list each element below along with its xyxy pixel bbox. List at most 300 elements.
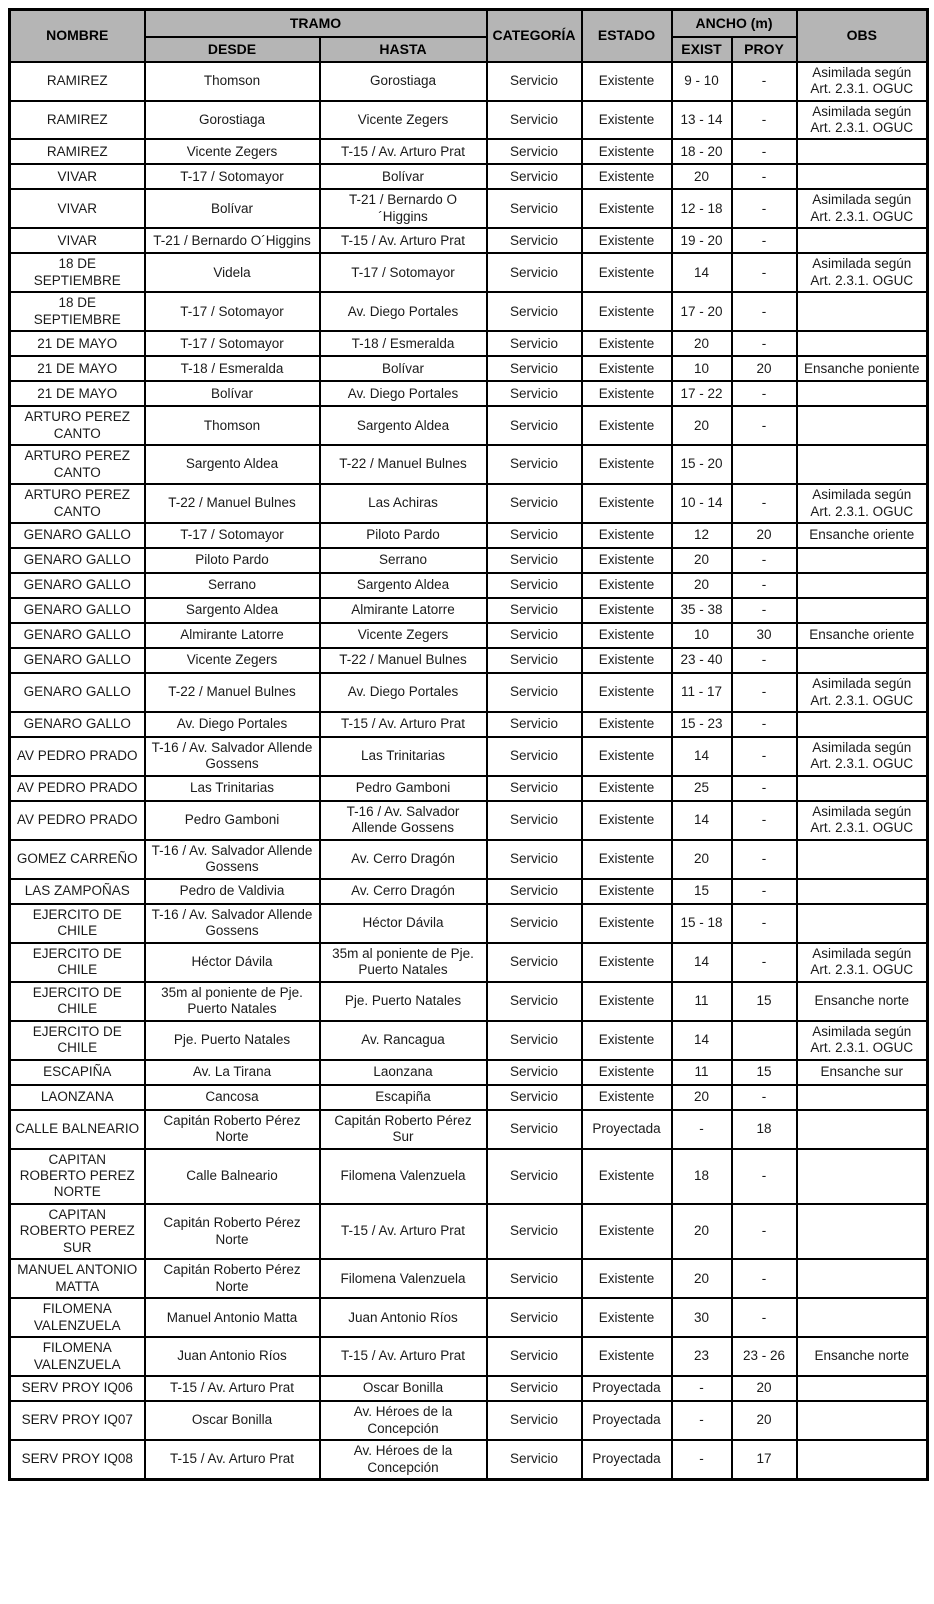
cell-exist: 20 bbox=[672, 840, 732, 879]
cell-categoria: Servicio bbox=[487, 1401, 582, 1440]
cell-nombre: CAPITAN ROBERTO PEREZ SUR bbox=[10, 1204, 145, 1259]
cell-nombre: 21 DE MAYO bbox=[10, 381, 145, 406]
cell-desde: Vicente Zegers bbox=[145, 139, 320, 164]
cell-categoria: Servicio bbox=[487, 1259, 582, 1298]
table-row bbox=[10, 943, 928, 982]
table-row bbox=[10, 801, 928, 840]
cell-obs bbox=[797, 406, 928, 445]
cell-desde: T-16 / Av. Salvador Allende Gossens bbox=[145, 904, 320, 943]
cell-nombre: CALLE BALNEARIO bbox=[10, 1110, 145, 1149]
cell-hasta: Av. Cerro Dragón bbox=[320, 840, 487, 879]
cell-hasta: Bolívar bbox=[320, 356, 487, 381]
cell-proy: - bbox=[732, 164, 797, 189]
cell-nombre: RAMIREZ bbox=[10, 101, 145, 140]
cell-estado: Existente bbox=[582, 1337, 672, 1376]
cell-categoria: Servicio bbox=[487, 712, 582, 737]
table-row bbox=[10, 445, 928, 484]
cell-nombre: AV PEDRO PRADO bbox=[10, 776, 145, 801]
cell-proy: - bbox=[732, 381, 797, 406]
cell-nombre: LAONZANA bbox=[10, 1085, 145, 1110]
cell-obs: Asimilada según Art. 2.3.1. OGUC bbox=[797, 673, 928, 712]
cell-desde: Oscar Bonilla bbox=[145, 1401, 320, 1440]
cell-exist: 11 bbox=[672, 982, 732, 1021]
table-row bbox=[10, 406, 928, 445]
cell-exist: 18 - 20 bbox=[672, 139, 732, 164]
cell-nombre: AV PEDRO PRADO bbox=[10, 801, 145, 840]
table-row bbox=[10, 548, 928, 573]
cell-desde: Sargento Aldea bbox=[145, 445, 320, 484]
cell-nombre: ARTURO PEREZ CANTO bbox=[10, 406, 145, 445]
cell-exist: 13 - 14 bbox=[672, 101, 732, 140]
cell-categoria: Servicio bbox=[487, 228, 582, 253]
table-row bbox=[10, 1440, 928, 1479]
cell-exist: 30 bbox=[672, 1298, 732, 1337]
table-row bbox=[10, 573, 928, 598]
cell-desde: Calle Balneario bbox=[145, 1149, 320, 1204]
cell-categoria: Servicio bbox=[487, 1298, 582, 1337]
header-estado: ESTADO bbox=[582, 10, 672, 62]
header-tramo: TRAMO bbox=[145, 10, 487, 37]
cell-nombre: VIVAR bbox=[10, 228, 145, 253]
cell-desde: T-17 / Sotomayor bbox=[145, 292, 320, 331]
cell-nombre: ESCAPIÑA bbox=[10, 1060, 145, 1085]
cell-hasta: T-17 / Sotomayor bbox=[320, 253, 487, 292]
cell-proy: 30 bbox=[732, 623, 797, 648]
header-obs: OBS bbox=[797, 10, 928, 62]
cell-proy: - bbox=[732, 139, 797, 164]
cell-exist: 10 bbox=[672, 623, 732, 648]
cell-hasta: Gorostiaga bbox=[320, 62, 487, 101]
cell-hasta: Filomena Valenzuela bbox=[320, 1149, 487, 1204]
table-row bbox=[10, 737, 928, 776]
cell-proy: - bbox=[732, 801, 797, 840]
cell-desde: T-15 / Av. Arturo Prat bbox=[145, 1440, 320, 1479]
cell-desde: Sargento Aldea bbox=[145, 598, 320, 623]
cell-proy: - bbox=[732, 673, 797, 712]
cell-exist: 10 - 14 bbox=[672, 484, 732, 523]
cell-obs bbox=[797, 164, 928, 189]
cell-exist: 23 bbox=[672, 1337, 732, 1376]
cell-obs bbox=[797, 331, 928, 356]
cell-hasta: Pedro Gamboni bbox=[320, 776, 487, 801]
cell-estado: Existente bbox=[582, 228, 672, 253]
table-row bbox=[10, 982, 928, 1021]
cell-desde: T-21 / Bernardo O´Higgins bbox=[145, 228, 320, 253]
cell-obs bbox=[797, 712, 928, 737]
cell-exist: 12 bbox=[672, 523, 732, 548]
cell-estado: Existente bbox=[582, 712, 672, 737]
cell-nombre: ARTURO PEREZ CANTO bbox=[10, 484, 145, 523]
cell-nombre: ARTURO PEREZ CANTO bbox=[10, 445, 145, 484]
cell-hasta: Las Achiras bbox=[320, 484, 487, 523]
cell-nombre: 18 DE SEPTIEMBRE bbox=[10, 253, 145, 292]
cell-obs bbox=[797, 139, 928, 164]
cell-proy: - bbox=[732, 1259, 797, 1298]
cell-proy: - bbox=[732, 1298, 797, 1337]
table-row bbox=[10, 1401, 928, 1440]
cell-proy: - bbox=[732, 189, 797, 228]
cell-exist: 9 - 10 bbox=[672, 62, 732, 101]
cell-exist: 35 - 38 bbox=[672, 598, 732, 623]
cell-exist: 23 - 40 bbox=[672, 648, 732, 673]
cell-obs: Asimilada según Art. 2.3.1. OGUC bbox=[797, 101, 928, 140]
cell-categoria: Servicio bbox=[487, 879, 582, 904]
cell-categoria: Servicio bbox=[487, 840, 582, 879]
cell-estado: Existente bbox=[582, 943, 672, 982]
cell-proy: 20 bbox=[732, 523, 797, 548]
cell-desde: Héctor Dávila bbox=[145, 943, 320, 982]
cell-hasta: T-15 / Av. Arturo Prat bbox=[320, 228, 487, 253]
cell-hasta: T-15 / Av. Arturo Prat bbox=[320, 712, 487, 737]
cell-estado: Existente bbox=[582, 548, 672, 573]
cell-proy: - bbox=[732, 840, 797, 879]
cell-categoria: Servicio bbox=[487, 737, 582, 776]
cell-exist: 17 - 22 bbox=[672, 381, 732, 406]
table-row bbox=[10, 331, 928, 356]
cell-nombre: GENARO GALLO bbox=[10, 598, 145, 623]
cell-nombre: GENARO GALLO bbox=[10, 523, 145, 548]
cell-hasta: Juan Antonio Ríos bbox=[320, 1298, 487, 1337]
cell-hasta: T-21 / Bernardo O´Higgins bbox=[320, 189, 487, 228]
cell-exist: 25 bbox=[672, 776, 732, 801]
table-row bbox=[10, 484, 928, 523]
cell-categoria: Servicio bbox=[487, 623, 582, 648]
header-proy: PROY bbox=[732, 37, 797, 62]
cell-hasta: T-15 / Av. Arturo Prat bbox=[320, 1204, 487, 1259]
cell-estado: Existente bbox=[582, 1259, 672, 1298]
cell-hasta: Héctor Dávila bbox=[320, 904, 487, 943]
cell-categoria: Servicio bbox=[487, 62, 582, 101]
cell-categoria: Servicio bbox=[487, 943, 582, 982]
cell-proy: - bbox=[732, 406, 797, 445]
cell-proy: 20 bbox=[732, 1401, 797, 1440]
cell-obs: Ensanche norte bbox=[797, 1337, 928, 1376]
cell-nombre: AV PEDRO PRADO bbox=[10, 737, 145, 776]
table-row bbox=[10, 1060, 928, 1085]
cell-exist: 18 bbox=[672, 1149, 732, 1204]
cell-obs bbox=[797, 1440, 928, 1479]
cell-desde: T-15 / Av. Arturo Prat bbox=[145, 1376, 320, 1401]
cell-categoria: Servicio bbox=[487, 573, 582, 598]
cell-nombre: GOMEZ CARREÑO bbox=[10, 840, 145, 879]
cell-desde: 35m al poniente de Pje. Puerto Natales bbox=[145, 982, 320, 1021]
cell-estado: Existente bbox=[582, 982, 672, 1021]
cell-exist: 15 - 18 bbox=[672, 904, 732, 943]
cell-obs: Ensanche oriente bbox=[797, 623, 928, 648]
cell-nombre: 21 DE MAYO bbox=[10, 331, 145, 356]
cell-desde: T-17 / Sotomayor bbox=[145, 164, 320, 189]
table-row bbox=[10, 1149, 928, 1204]
header-categoria: CATEGORÍA bbox=[487, 10, 582, 62]
cell-estado: Proyectada bbox=[582, 1401, 672, 1440]
cell-hasta: Av. Diego Portales bbox=[320, 292, 487, 331]
cell-nombre: GENARO GALLO bbox=[10, 712, 145, 737]
cell-exist: 20 bbox=[672, 164, 732, 189]
cell-categoria: Servicio bbox=[487, 1337, 582, 1376]
cell-nombre: SERV PROY IQ06 bbox=[10, 1376, 145, 1401]
header-exist: EXIST bbox=[672, 37, 732, 62]
cell-estado: Existente bbox=[582, 673, 672, 712]
cell-estado: Existente bbox=[582, 1085, 672, 1110]
table-row bbox=[10, 598, 928, 623]
cell-desde: Pje. Puerto Natales bbox=[145, 1021, 320, 1060]
cell-categoria: Servicio bbox=[487, 982, 582, 1021]
roadway-table bbox=[8, 8, 929, 1481]
cell-categoria: Servicio bbox=[487, 1376, 582, 1401]
cell-hasta: Filomena Valenzuela bbox=[320, 1259, 487, 1298]
cell-exist: 11 bbox=[672, 1060, 732, 1085]
table-row bbox=[10, 523, 928, 548]
cell-desde: Bolívar bbox=[145, 189, 320, 228]
table-row bbox=[10, 228, 928, 253]
cell-estado: Existente bbox=[582, 331, 672, 356]
cell-estado: Existente bbox=[582, 801, 672, 840]
table-row bbox=[10, 673, 928, 712]
cell-hasta: Av. Cerro Dragón bbox=[320, 879, 487, 904]
table-row bbox=[10, 1337, 928, 1376]
cell-proy: - bbox=[732, 253, 797, 292]
cell-nombre: RAMIREZ bbox=[10, 62, 145, 101]
table-row bbox=[10, 1085, 928, 1110]
cell-nombre: SERV PROY IQ08 bbox=[10, 1440, 145, 1479]
cell-obs bbox=[797, 1149, 928, 1204]
cell-nombre: GENARO GALLO bbox=[10, 573, 145, 598]
cell-proy: - bbox=[732, 904, 797, 943]
cell-proy: - bbox=[732, 292, 797, 331]
cell-proy bbox=[732, 1021, 797, 1060]
cell-categoria: Servicio bbox=[487, 1204, 582, 1259]
cell-obs bbox=[797, 1376, 928, 1401]
cell-hasta: Pje. Puerto Natales bbox=[320, 982, 487, 1021]
cell-exist: 14 bbox=[672, 1021, 732, 1060]
header-desde: DESDE bbox=[145, 37, 320, 62]
cell-desde: Thomson bbox=[145, 406, 320, 445]
cell-estado: Existente bbox=[582, 139, 672, 164]
table-row bbox=[10, 904, 928, 943]
cell-estado: Existente bbox=[582, 189, 672, 228]
cell-obs bbox=[797, 228, 928, 253]
cell-categoria: Servicio bbox=[487, 445, 582, 484]
table-row bbox=[10, 1376, 928, 1401]
cell-proy: - bbox=[732, 1149, 797, 1204]
cell-hasta: Av. Diego Portales bbox=[320, 673, 487, 712]
cell-obs bbox=[797, 1204, 928, 1259]
cell-obs bbox=[797, 1259, 928, 1298]
cell-categoria: Servicio bbox=[487, 164, 582, 189]
cell-obs: Asimilada según Art. 2.3.1. OGUC bbox=[797, 189, 928, 228]
cell-nombre: MANUEL ANTONIO MATTA bbox=[10, 1259, 145, 1298]
cell-exist: - bbox=[672, 1110, 732, 1149]
cell-obs: Asimilada según Art. 2.3.1. OGUC bbox=[797, 737, 928, 776]
cell-exist: 20 bbox=[672, 1259, 732, 1298]
cell-categoria: Servicio bbox=[487, 292, 582, 331]
cell-nombre: EJERCITO DE CHILE bbox=[10, 904, 145, 943]
cell-nombre: RAMIREZ bbox=[10, 139, 145, 164]
table-row bbox=[10, 356, 928, 381]
cell-categoria: Servicio bbox=[487, 648, 582, 673]
cell-nombre: 18 DE SEPTIEMBRE bbox=[10, 292, 145, 331]
cell-obs bbox=[797, 879, 928, 904]
cell-estado: Existente bbox=[582, 381, 672, 406]
cell-proy: - bbox=[732, 228, 797, 253]
cell-hasta: Oscar Bonilla bbox=[320, 1376, 487, 1401]
cell-desde: Av. Diego Portales bbox=[145, 712, 320, 737]
cell-estado: Existente bbox=[582, 840, 672, 879]
cell-desde: T-16 / Av. Salvador Allende Gossens bbox=[145, 737, 320, 776]
cell-estado: Proyectada bbox=[582, 1110, 672, 1149]
table-row bbox=[10, 292, 928, 331]
cell-exist: 14 bbox=[672, 253, 732, 292]
cell-estado: Existente bbox=[582, 292, 672, 331]
cell-obs: Asimilada según Art. 2.3.1. OGUC bbox=[797, 801, 928, 840]
cell-nombre: GENARO GALLO bbox=[10, 548, 145, 573]
cell-nombre: VIVAR bbox=[10, 189, 145, 228]
cell-proy bbox=[732, 445, 797, 484]
cell-nombre: FILOMENA VALENZUELA bbox=[10, 1298, 145, 1337]
cell-desde: Capitán Roberto Pérez Norte bbox=[145, 1110, 320, 1149]
cell-proy: - bbox=[732, 712, 797, 737]
cell-exist: 20 bbox=[672, 331, 732, 356]
cell-categoria: Servicio bbox=[487, 484, 582, 523]
table-row bbox=[10, 101, 928, 140]
table-row bbox=[10, 879, 928, 904]
cell-estado: Existente bbox=[582, 1021, 672, 1060]
table-row bbox=[10, 1021, 928, 1060]
cell-hasta: Av. Diego Portales bbox=[320, 381, 487, 406]
table-row bbox=[10, 712, 928, 737]
cell-categoria: Servicio bbox=[487, 189, 582, 228]
cell-desde: Juan Antonio Ríos bbox=[145, 1337, 320, 1376]
cell-obs: Asimilada según Art. 2.3.1. OGUC bbox=[797, 484, 928, 523]
cell-exist: 17 - 20 bbox=[672, 292, 732, 331]
cell-obs bbox=[797, 381, 928, 406]
cell-desde: Cancosa bbox=[145, 1085, 320, 1110]
cell-hasta: Av. Héroes de la Concepción bbox=[320, 1401, 487, 1440]
cell-exist: 14 bbox=[672, 943, 732, 982]
cell-proy: 15 bbox=[732, 982, 797, 1021]
cell-proy: - bbox=[732, 1085, 797, 1110]
cell-estado: Existente bbox=[582, 1060, 672, 1085]
cell-nombre: SERV PROY IQ07 bbox=[10, 1401, 145, 1440]
cell-exist: 11 - 17 bbox=[672, 673, 732, 712]
cell-exist: 20 bbox=[672, 548, 732, 573]
cell-categoria: Servicio bbox=[487, 548, 582, 573]
cell-nombre: VIVAR bbox=[10, 164, 145, 189]
cell-obs bbox=[797, 1110, 928, 1149]
cell-nombre: EJERCITO DE CHILE bbox=[10, 982, 145, 1021]
header-row-sub bbox=[10, 37, 928, 62]
table-row bbox=[10, 164, 928, 189]
cell-exist: 15 bbox=[672, 879, 732, 904]
cell-proy: - bbox=[732, 737, 797, 776]
cell-desde: Av. La Tirana bbox=[145, 1060, 320, 1085]
cell-obs: Ensanche norte bbox=[797, 982, 928, 1021]
cell-categoria: Servicio bbox=[487, 139, 582, 164]
cell-desde: Capitán Roberto Pérez Norte bbox=[145, 1259, 320, 1298]
table-row bbox=[10, 381, 928, 406]
cell-exist: - bbox=[672, 1376, 732, 1401]
cell-desde: T-17 / Sotomayor bbox=[145, 331, 320, 356]
cell-desde: T-16 / Av. Salvador Allende Gossens bbox=[145, 840, 320, 879]
cell-estado: Existente bbox=[582, 776, 672, 801]
cell-hasta: Sargento Aldea bbox=[320, 573, 487, 598]
cell-proy: 20 bbox=[732, 356, 797, 381]
cell-hasta: Capitán Roberto Pérez Sur bbox=[320, 1110, 487, 1149]
cell-nombre: GENARO GALLO bbox=[10, 623, 145, 648]
cell-estado: Existente bbox=[582, 484, 672, 523]
table-row bbox=[10, 189, 928, 228]
cell-categoria: Servicio bbox=[487, 801, 582, 840]
cell-exist: 14 bbox=[672, 737, 732, 776]
cell-proy: 20 bbox=[732, 1376, 797, 1401]
table-row bbox=[10, 253, 928, 292]
table-row bbox=[10, 776, 928, 801]
cell-proy: - bbox=[732, 548, 797, 573]
cell-desde: Gorostiaga bbox=[145, 101, 320, 140]
cell-categoria: Servicio bbox=[487, 1440, 582, 1479]
cell-obs: Ensanche sur bbox=[797, 1060, 928, 1085]
header-ancho: ANCHO (m) bbox=[672, 10, 797, 37]
cell-hasta: Piloto Pardo bbox=[320, 523, 487, 548]
cell-obs bbox=[797, 840, 928, 879]
cell-obs bbox=[797, 573, 928, 598]
cell-proy: - bbox=[732, 598, 797, 623]
cell-desde: Thomson bbox=[145, 62, 320, 101]
cell-hasta: Escapiña bbox=[320, 1085, 487, 1110]
cell-hasta: 35m al poniente de Pje. Puerto Natales bbox=[320, 943, 487, 982]
cell-categoria: Servicio bbox=[487, 1060, 582, 1085]
table-row bbox=[10, 139, 928, 164]
cell-exist: - bbox=[672, 1401, 732, 1440]
cell-categoria: Servicio bbox=[487, 1110, 582, 1149]
cell-nombre: LAS ZAMPOÑAS bbox=[10, 879, 145, 904]
table-row bbox=[10, 840, 928, 879]
cell-hasta: T-18 / Esmeralda bbox=[320, 331, 487, 356]
cell-obs: Asimilada según Art. 2.3.1. OGUC bbox=[797, 943, 928, 982]
cell-proy: - bbox=[732, 776, 797, 801]
cell-desde: Piloto Pardo bbox=[145, 548, 320, 573]
cell-estado: Existente bbox=[582, 406, 672, 445]
cell-desde: T-18 / Esmeralda bbox=[145, 356, 320, 381]
cell-hasta: T-16 / Av. Salvador Allende Gossens bbox=[320, 801, 487, 840]
table-row bbox=[10, 1110, 928, 1149]
cell-obs bbox=[797, 445, 928, 484]
cell-categoria: Servicio bbox=[487, 1085, 582, 1110]
cell-nombre: GENARO GALLO bbox=[10, 673, 145, 712]
cell-desde: Capitán Roberto Pérez Norte bbox=[145, 1204, 320, 1259]
cell-categoria: Servicio bbox=[487, 523, 582, 548]
cell-estado: Existente bbox=[582, 1298, 672, 1337]
cell-obs bbox=[797, 1401, 928, 1440]
cell-estado: Existente bbox=[582, 737, 672, 776]
table-body bbox=[10, 62, 928, 1480]
cell-nombre: EJERCITO DE CHILE bbox=[10, 943, 145, 982]
cell-obs: Asimilada según Art. 2.3.1. OGUC bbox=[797, 62, 928, 101]
cell-estado: Existente bbox=[582, 904, 672, 943]
cell-proy: 17 bbox=[732, 1440, 797, 1479]
header-row-top bbox=[10, 10, 928, 37]
cell-estado: Existente bbox=[582, 164, 672, 189]
cell-hasta: Vicente Zegers bbox=[320, 101, 487, 140]
cell-exist: 10 bbox=[672, 356, 732, 381]
cell-estado: Existente bbox=[582, 62, 672, 101]
cell-proy: - bbox=[732, 62, 797, 101]
cell-desde: Serrano bbox=[145, 573, 320, 598]
cell-proy: - bbox=[732, 1204, 797, 1259]
cell-obs bbox=[797, 648, 928, 673]
cell-desde: Vicente Zegers bbox=[145, 648, 320, 673]
table-row bbox=[10, 1259, 928, 1298]
